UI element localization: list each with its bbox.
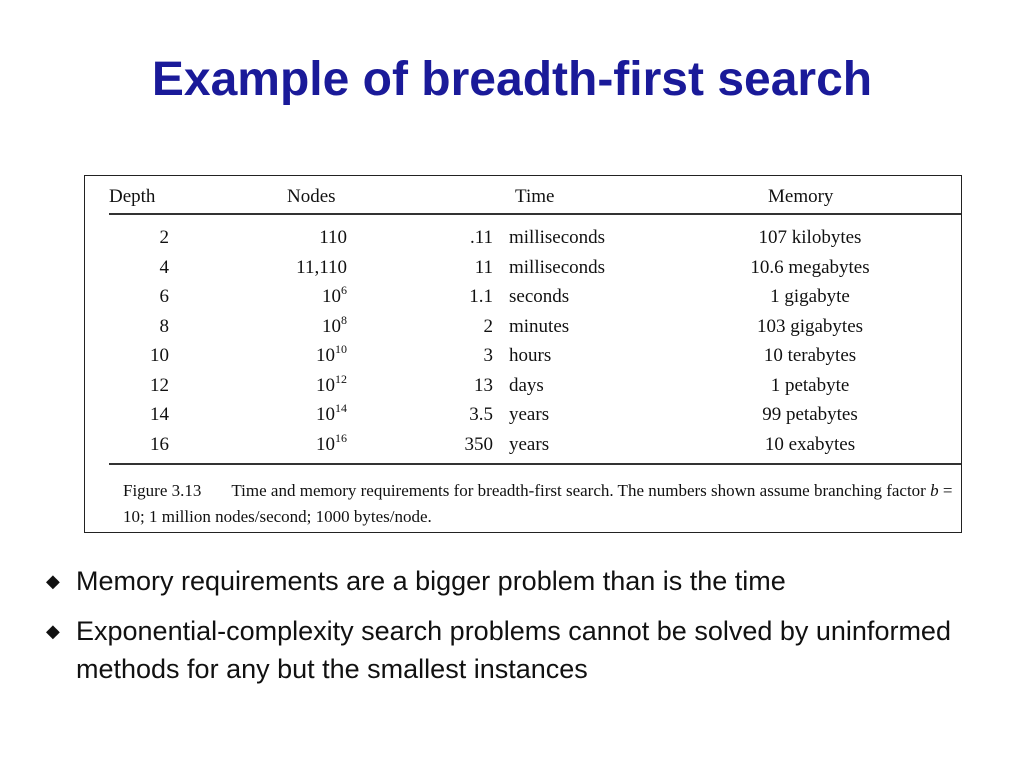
cell-time-value: 11: [474, 257, 493, 278]
nodes-exponent: 10: [335, 342, 347, 356]
nodes-exponent: 14: [335, 401, 347, 415]
diamond-bullet-icon: ◆: [46, 621, 60, 641]
cell-time-value: 13: [474, 375, 493, 396]
cell-depth: 10: [150, 345, 169, 366]
nodes-exponent: 12: [335, 372, 347, 386]
cell-memory: 1 petabyte: [770, 375, 850, 396]
cell-depth: 4: [159, 257, 169, 278]
cell-memory: 10 terabytes: [763, 345, 857, 366]
cell-time-value: 350: [464, 434, 493, 455]
nodes-base: 11,110: [296, 257, 347, 278]
cell-time-unit: years: [509, 434, 550, 455]
cell-nodes: [255, 372, 347, 397]
nodes-base: 10: [316, 434, 335, 455]
cell-time-unit: milliseconds: [509, 257, 606, 278]
cell-memory: 103 gigabytes: [756, 316, 864, 337]
nodes-exponent: 6: [341, 283, 347, 297]
nodes-exponent: 16: [335, 431, 347, 445]
cell-depth: 8: [159, 316, 169, 337]
bullet-text: Exponential-complexity search problems cannot be solved by uninformed methods for any but the smallest instances: [76, 616, 951, 684]
nodes-base: 110: [319, 227, 347, 248]
cell-time-unit: milliseconds: [509, 227, 606, 248]
cell-depth: 16: [150, 434, 169, 455]
cell-memory: 1 gigabyte: [770, 286, 850, 307]
nodes-base: 10: [316, 404, 335, 425]
cell-time-unit: hours: [509, 345, 552, 366]
nodes-base: 10: [316, 375, 335, 396]
cell-time-value: 3.5: [469, 404, 493, 425]
cell-memory: 107 kilobytes: [758, 227, 862, 248]
cell-memory: 99 petabytes: [762, 404, 858, 425]
bullet-item: [46, 612, 1006, 688]
cell-nodes: [255, 283, 347, 308]
caption-text-a: Time and memory requirements for breadth-first search. The numbers shown assume branching factor: [231, 481, 931, 500]
cell-nodes: [255, 257, 347, 279]
nodes-base: 10: [322, 316, 341, 337]
cell-depth: 12: [150, 375, 169, 396]
cell-time-unit: minutes: [509, 316, 570, 337]
cell-time-unit: years: [509, 404, 550, 425]
cell-time-value: 3: [483, 345, 493, 366]
caption-label: Figure 3.13: [123, 481, 202, 500]
header-nodes: Nodes: [287, 186, 336, 207]
diamond-bullet-icon: ◆: [46, 571, 60, 591]
cell-nodes: [255, 227, 347, 249]
bullet-item: [46, 562, 1006, 600]
header-memory: Memory: [768, 186, 834, 207]
table-top-rule: [109, 213, 961, 215]
nodes-exponent: 8: [341, 313, 347, 327]
cell-memory: 10 exabytes: [764, 434, 856, 455]
cell-nodes: [255, 342, 347, 367]
cell-depth: 6: [159, 286, 169, 307]
cell-memory: 10.6 megabytes: [750, 257, 870, 278]
header-depth: Depth: [109, 186, 156, 207]
table-bottom-rule: [109, 463, 961, 465]
cell-nodes: [255, 431, 347, 456]
nodes-base: 10: [322, 286, 341, 307]
cell-nodes: [255, 313, 347, 338]
cell-time-value: 1.1: [469, 286, 493, 307]
cell-time-unit: seconds: [509, 286, 570, 307]
caption-text-b: = 10; 1 million nodes/second; 1000 bytes/node.: [123, 481, 953, 526]
cell-depth: 14: [150, 404, 169, 425]
bullet-text: Memory requirements are a bigger problem than is the time: [76, 566, 786, 596]
cell-time-unit: days: [509, 375, 544, 396]
nodes-base: 10: [316, 345, 335, 366]
cell-time-value: 2: [483, 316, 493, 337]
header-time: Time: [515, 186, 555, 207]
figure-table: [84, 175, 962, 533]
cell-time-value: .11: [469, 227, 493, 248]
figure-caption: [123, 478, 953, 530]
cell-depth: 2: [159, 227, 169, 248]
bullet-list: [46, 562, 1006, 700]
caption-b-symbol: b: [930, 481, 939, 500]
cell-nodes: [255, 401, 347, 426]
slide-title: Example of breadth-first search: [151, 53, 873, 106]
